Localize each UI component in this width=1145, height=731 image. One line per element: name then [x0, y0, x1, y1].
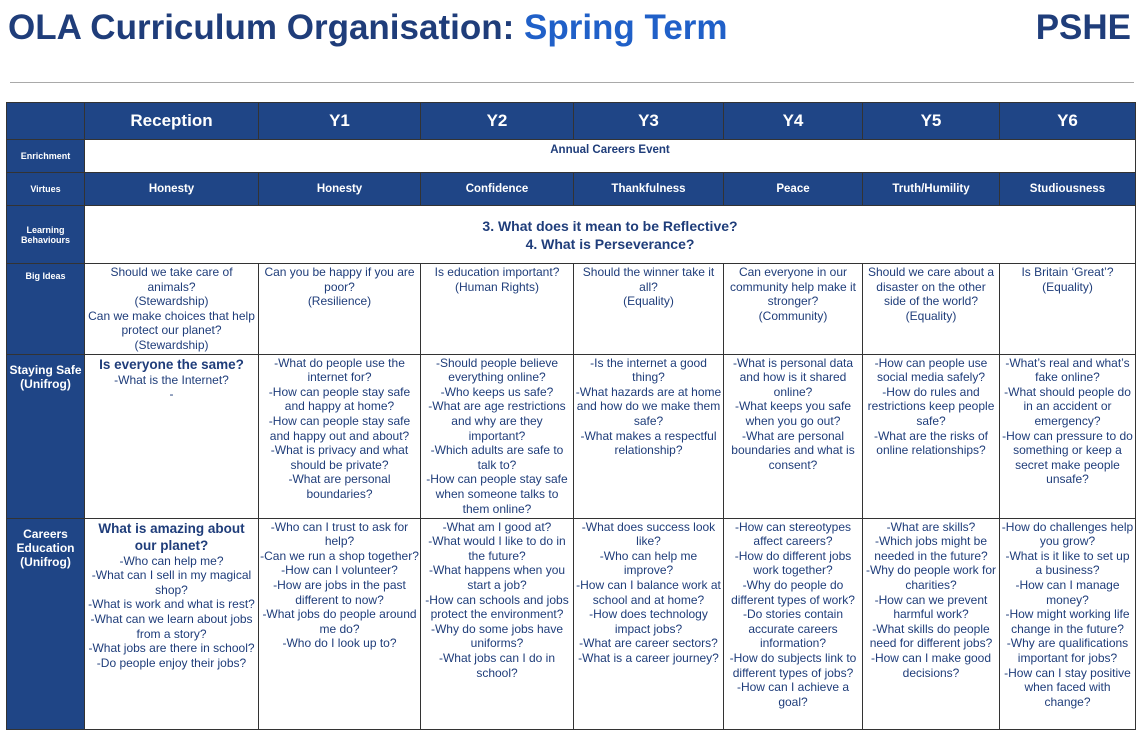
list-item: -What are age restrictions and why are they important?	[428, 399, 566, 443]
careers-cell	[421, 518, 574, 729]
subject-title: PSHE	[1035, 8, 1131, 47]
list-item: -What does success look like?	[581, 519, 716, 549]
list-item: -How can people stay safe when someone talks to them online?	[426, 472, 568, 516]
virtue-cell: Confidence	[421, 173, 574, 206]
list-item: -What keeps you safe when you go out?	[734, 399, 852, 428]
list-item: -Why do some jobs have uniforms?	[430, 621, 564, 651]
row-label-staying-safe: Staying Safe (Unifrog)	[7, 354, 85, 518]
careers-cell	[1000, 518, 1136, 729]
careers-reception-cell	[85, 518, 259, 729]
row-label-learning: Learning Behaviours	[7, 206, 85, 264]
list-item: -What skills do people need for different jobs?	[869, 621, 993, 651]
list-item: -How can I stay positive when faced with change?	[1004, 665, 1131, 709]
list-item: -Which adults are safe to talk to?	[430, 443, 564, 472]
list-item: -How can I manage money?	[1015, 577, 1120, 607]
list-item: -What makes a respectful relationship?	[580, 428, 717, 458]
list-item: -What are personal boundaries?	[288, 472, 391, 501]
learning-behaviours-cell	[85, 206, 1136, 264]
curriculum-table	[6, 102, 1136, 730]
list-item: (Community)	[758, 308, 828, 323]
list-item: -How can I volunteer?	[281, 563, 398, 578]
row-label-big-ideas: Big Ideas	[7, 264, 85, 355]
virtue-cell: Studiousness	[1000, 173, 1136, 206]
careers-cell	[863, 518, 1000, 729]
list-item: Can you be happy if you are poor?	[264, 265, 415, 294]
list-item: -What are personal boundaries and what is consent?	[731, 428, 855, 472]
staying-safe-cell	[259, 354, 421, 518]
list-item: -What hazards are at home and how do we make them safe?	[575, 384, 722, 428]
list-item: (Human Rights)	[454, 279, 540, 294]
list-item: -What should people do in an accident or emergency?	[1004, 384, 1131, 428]
staying-safe-reception-cell	[85, 354, 259, 518]
list-item: -How can we prevent harmful work?	[874, 592, 988, 622]
list-item: Should we take care of animals?	[110, 265, 233, 294]
virtue-cell: Truth/Humility	[863, 173, 1000, 206]
list-item: -How do challenges help you grow?	[1001, 519, 1134, 549]
staying-safe-cell	[724, 354, 863, 518]
list-item: -How do rules and restrictions keep people safe?	[867, 384, 995, 428]
list-item: Is Britain ‘Great’?	[1021, 265, 1114, 279]
year-header: Y5	[863, 103, 1000, 140]
list-item: (Equality)	[905, 308, 957, 323]
big-idea-cell	[724, 264, 863, 355]
list-item: Can everyone in our community help make it stronger?	[729, 265, 857, 309]
list-item: (Equality)	[623, 294, 674, 309]
year-header: Y6	[1000, 103, 1136, 140]
list-item: Should the winner take it all?	[582, 265, 715, 294]
list-item: -Who can I trust to ask for help?	[270, 519, 409, 549]
list-item: (Stewardship)	[134, 337, 209, 352]
list-item: -How might working life change in the future?	[1005, 607, 1130, 636]
staying-safe-cell	[1000, 354, 1136, 518]
learning-behaviours-row	[7, 206, 1136, 264]
list-item: (Resilience)	[307, 294, 372, 309]
big-idea-cell	[421, 264, 574, 355]
list-item: -What is personal data and how is it shared online?	[732, 355, 854, 399]
staying-safe-cell	[421, 354, 574, 518]
list-item: -How does technology impact jobs?	[589, 607, 708, 636]
list-item: -What would I like to do in the future?	[428, 534, 566, 563]
list-item: -What’s real and what’s fake online?	[1005, 355, 1130, 385]
year-header: Reception	[85, 103, 259, 140]
list-item: -How can schools and jobs protect the environment?	[425, 592, 569, 622]
list-item: -Who can help me?	[119, 553, 224, 568]
list-item: -How can people use social media safely?	[874, 355, 988, 385]
list-item: -How can people stay safe and happy out and about?	[268, 413, 411, 443]
list-item: -Why do people do different types of work?	[731, 577, 855, 607]
list-item: -Why do people work for charities?	[865, 563, 997, 592]
row-label-careers: Careers Education (Unifrog)	[7, 518, 85, 729]
list-item: -How do subjects link to different types of jobs?	[729, 650, 857, 680]
list-item: -What is a career journey?	[578, 650, 719, 665]
list-item: -Should people believe everything online?	[435, 355, 559, 385]
year-header: Y3	[574, 103, 724, 140]
staying-safe-question: Is everyone the same?	[99, 356, 244, 372]
careers-cell	[724, 518, 863, 729]
list-item: -How can people stay safe and happy at home?	[268, 384, 411, 414]
staying-safe-cell	[574, 354, 724, 518]
staying-safe-cell	[863, 354, 1000, 518]
title-term: Spring Term	[523, 8, 728, 47]
list-item: -	[169, 387, 174, 402]
list-item: -Do people enjoy their jobs?	[96, 655, 247, 670]
careers-cell	[574, 518, 724, 729]
list-item: -Is the internet a good thing?	[590, 355, 707, 385]
list-item: -What jobs are there in school?	[88, 641, 255, 656]
careers-row	[7, 518, 1136, 729]
list-item: -Who keeps us safe?	[440, 384, 554, 399]
list-item: -What are skills?	[886, 519, 976, 534]
list-item: -What jobs do people around me do?	[262, 607, 417, 636]
list-item: -How can I achieve a goal?	[736, 680, 850, 709]
list-item: -What are the risks of online relationships?	[873, 428, 989, 458]
row-label-virtues: Virtues	[7, 173, 85, 206]
list-item: -How can I balance work at school and at home?	[576, 577, 721, 607]
list-item: -How can stereotypes affect careers?	[734, 519, 852, 549]
year-header: Y1	[259, 103, 421, 140]
corner-cell	[7, 103, 85, 140]
page-title	[8, 8, 728, 48]
list-item: -What am I good at?	[442, 519, 552, 534]
enrichment-cell: Annual Careers Event	[85, 140, 1136, 173]
year-header-row	[7, 103, 1136, 140]
list-item: -Do stories contain accurate careers information?	[742, 607, 844, 651]
learning-line-2: 4. What is Perseverance?	[525, 235, 695, 252]
big-idea-cell	[85, 264, 259, 355]
list-item: -Can we run a shop together?	[260, 548, 419, 563]
list-item: (Stewardship)	[134, 294, 209, 309]
big-idea-cell	[574, 264, 724, 355]
virtue-cell: Honesty	[85, 173, 259, 206]
list-item: -What is it like to set up a business?	[1005, 548, 1130, 578]
careers-question: What is amazing about our planet?	[98, 520, 245, 553]
list-item: Can we make choices that help protect our planet?	[88, 308, 255, 338]
virtues-row	[7, 173, 1136, 206]
learning-line-1: 3. What does it mean to be Reflective?	[482, 217, 738, 234]
list-item: (Equality)	[1042, 279, 1093, 294]
list-item: -What is work and what is rest?	[88, 597, 255, 612]
virtue-cell: Honesty	[259, 173, 421, 206]
big-idea-cell	[1000, 264, 1136, 355]
enrichment-row	[7, 140, 1136, 173]
row-label-enrichment: Enrichment	[7, 140, 85, 173]
title-main: OLA Curriculum Organisation:	[8, 8, 515, 47]
list-item: -What can we learn about jobs from a story?	[90, 611, 253, 641]
list-item: -What do people use the internet for?	[274, 355, 405, 385]
big-ideas-row	[7, 264, 1136, 355]
list-item: -Which jobs might be needed in the future?	[874, 534, 988, 563]
list-item: -How do different jobs work together?	[734, 548, 852, 578]
big-idea-cell	[863, 264, 1000, 355]
list-item: -What happens when you start a job?	[428, 563, 566, 592]
list-item: -What is the Internet?	[114, 372, 229, 387]
list-item: Is education important?	[434, 265, 560, 279]
staying-safe-row	[7, 354, 1136, 518]
list-item: -What jobs can I do in school?	[438, 650, 556, 680]
list-item: -Who do I look up to?	[282, 636, 397, 651]
list-item: -Who can help me improve?	[599, 548, 698, 578]
list-item: Should we care about a disaster on the other side of the world?	[867, 265, 995, 309]
list-item: -What is privacy and what should be private?	[270, 443, 409, 472]
careers-cell	[259, 518, 421, 729]
list-item: -How can I make good decisions?	[870, 650, 992, 680]
divider	[10, 82, 1134, 83]
virtue-cell: Thankfulness	[574, 173, 724, 206]
list-item: -What are career sectors?	[579, 636, 718, 651]
year-header: Y2	[421, 103, 574, 140]
year-header: Y4	[724, 103, 863, 140]
list-item: -How are jobs in the past different to now?	[273, 577, 406, 607]
list-item: -What can I sell in my magical shop?	[91, 568, 252, 597]
list-item: -Why are qualifications important for jobs?	[1006, 636, 1129, 665]
virtue-cell: Peace	[724, 173, 863, 206]
big-idea-cell	[259, 264, 421, 355]
list-item: -How can pressure to do something or keep a secret make people unsafe?	[1002, 428, 1133, 487]
